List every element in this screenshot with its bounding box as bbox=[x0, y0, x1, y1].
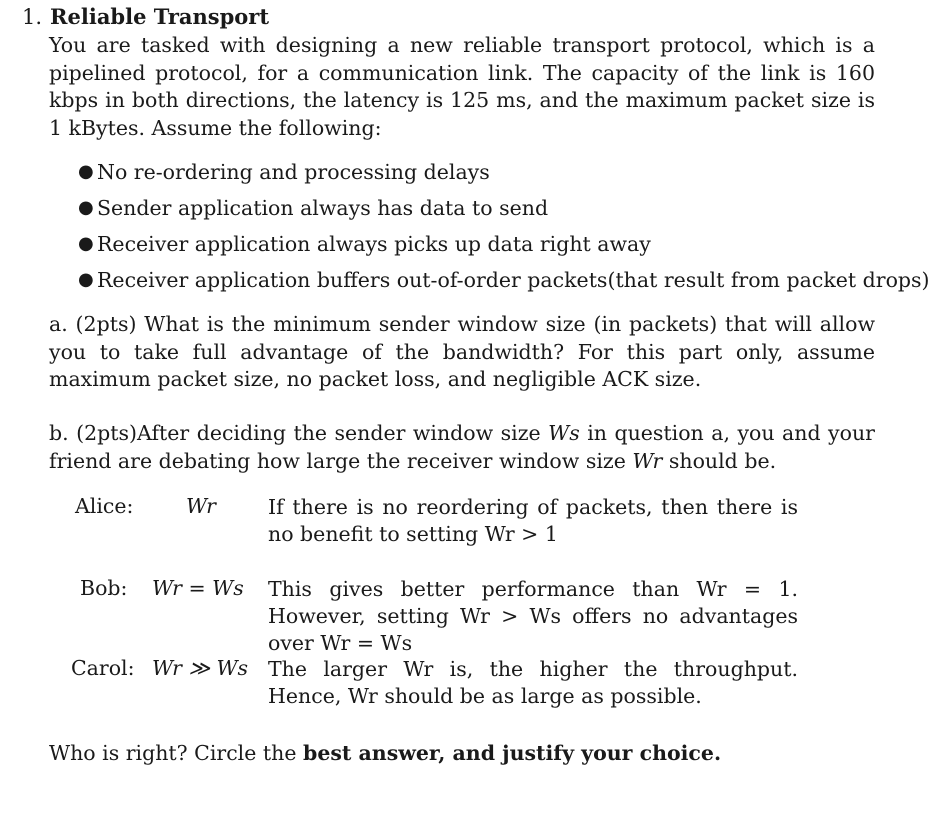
opinion-text: If there is no reordering of packets, then there is no benefit to setting Wr > 1 bbox=[268, 495, 798, 546]
opinion-text: This gives better performance than Wr = 1. However, setting Wr > Ws offers no advantages over Wr = Ws bbox=[268, 577, 798, 655]
list-item: ● No re-ordering and processing delays bbox=[78, 160, 490, 184]
opinion-expression: Wr bbox=[186, 494, 216, 518]
part-b-question: b. (2pts)After deciding the sender window size Ws in question a, you and your friend are debating how large the receiver window size Wr should be. bbox=[49, 421, 875, 473]
bullet-icon: ● bbox=[78, 197, 94, 218]
assumptions-list bbox=[49, 158, 930, 302]
ws-symbol: Ws bbox=[548, 421, 580, 445]
part-a-question: a. (2pts) What is the minimum sender window size (in packets) that will allow you to take full advantage of the bandwidth? For this part only, assume maximum packet size, no packet loss, and negligible ACK size. bbox=[49, 312, 875, 391]
speaker-name: Bob: bbox=[80, 576, 128, 600]
list-item: ● Sender application always has data to send bbox=[78, 196, 549, 220]
question-intro: You are tasked with designing a new reliable transport protocol, which is a pipelined protocol, for a communication link. The capacity of the link is 160 kbps in both directions, the latency is 125 ms, and the maximum packet size is 1 kBytes. Assume the following: bbox=[49, 33, 875, 140]
wr-symbol: Wr bbox=[632, 448, 663, 473]
speaker-name: Alice: bbox=[75, 494, 134, 518]
closing-instruction: Who is right? Circle the best answer, and justify your choice. bbox=[49, 741, 722, 765]
opinion-expression: Wr ≫ Ws bbox=[152, 656, 249, 680]
opinion-text: The larger Wr is, the higher the throughput. Hence, Wr should be as large as possible. bbox=[268, 657, 798, 708]
question-number: 1. bbox=[22, 5, 43, 29]
bullet-icon: ● bbox=[78, 233, 94, 254]
bullet-icon: ● bbox=[78, 269, 94, 290]
bullet-icon: ● bbox=[78, 161, 94, 182]
list-item: ● Receiver application always picks up data right away bbox=[78, 232, 651, 256]
opinion-expression: Wr = Ws bbox=[152, 576, 244, 600]
question-heading bbox=[22, 4, 269, 29]
speaker-name: Carol: bbox=[71, 656, 135, 680]
list-item: ● Receiver application buffers out-of-order packets(that result from packet drops) bbox=[78, 268, 930, 292]
question-title: Reliable Transport bbox=[50, 4, 270, 29]
